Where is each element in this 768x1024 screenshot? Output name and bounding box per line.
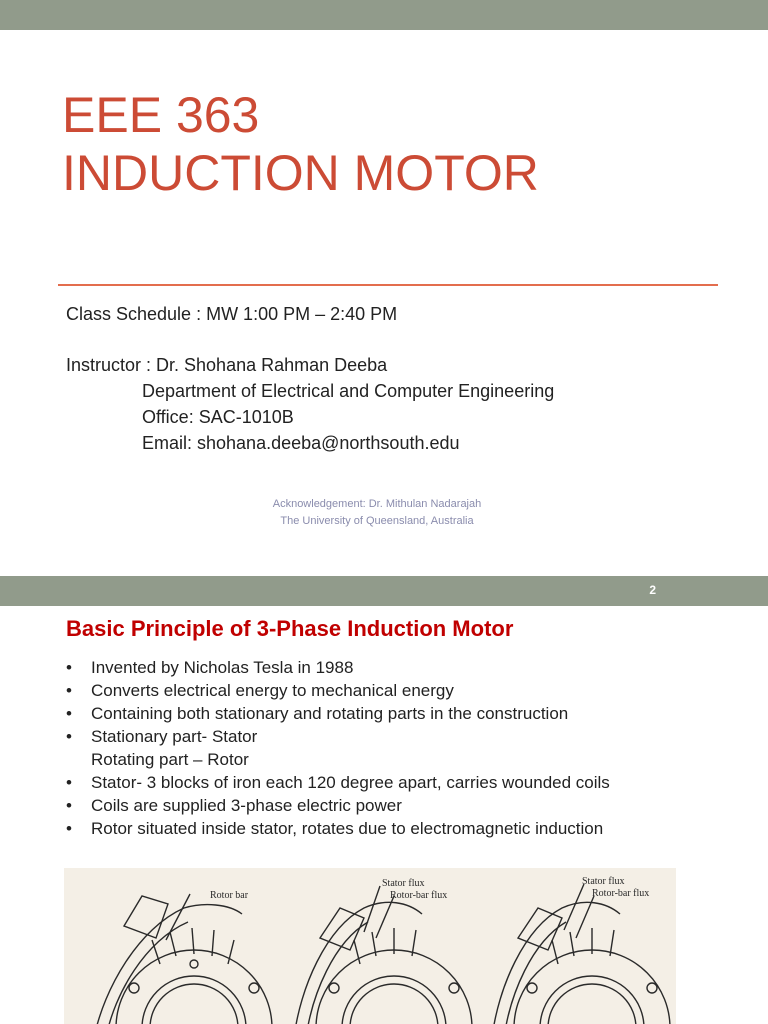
course-code: EEE 363 xyxy=(62,87,260,143)
bullet-text: Stator- 3 blocks of iron each 120 degree apart, carries wounded coils xyxy=(91,773,610,792)
motor-drawing-2 xyxy=(294,886,472,1024)
bullet-icon: • xyxy=(66,681,72,700)
class-schedule: Class Schedule : MW 1:00 PM – 2:40 PM xyxy=(66,304,398,324)
bullet-icon: • xyxy=(66,819,72,838)
bullet-text: Rotor situated inside stator, rotates due to electromagnetic induction xyxy=(91,819,604,838)
bullet-text: Stationary part- Stator xyxy=(91,727,258,746)
slide-title xyxy=(62,86,539,202)
slide-header-bar xyxy=(0,576,768,606)
course-title: INDUCTION MOTOR xyxy=(62,145,539,201)
bullet-text: Containing both stationary and rotating parts in the construction xyxy=(91,704,569,723)
motor-drawing-3 xyxy=(492,884,670,1024)
bullet-icon: • xyxy=(66,704,72,723)
bullet-text: Rotating part – Rotor xyxy=(91,750,249,769)
motor-diagram xyxy=(64,868,676,1024)
list-item xyxy=(66,704,610,727)
instructor-office: Office: SAC-1010B xyxy=(142,407,294,427)
acknowledgement-affiliation: The University of Queensland, Australia xyxy=(280,515,474,527)
label-rotor-bar-flux-2: Rotor-bar flux xyxy=(592,888,650,899)
bullet-text: Coils are supplied 3-phase electric power xyxy=(91,796,402,815)
bullet-icon: • xyxy=(66,773,72,792)
list-item xyxy=(66,681,610,704)
content-slide xyxy=(0,576,768,1024)
label-rotor-bar: Rotor bar xyxy=(210,890,249,901)
instructor-department: Department of Electrical and Computer Engineering xyxy=(142,381,555,401)
bullet-text: Invented by Nicholas Tesla in 1988 xyxy=(91,658,354,677)
slide-top-bar xyxy=(0,0,768,30)
label-stator-flux-2: Stator flux xyxy=(582,876,625,887)
bullet-icon: • xyxy=(66,658,72,677)
acknowledgement-line: Acknowledgement: Dr. Mithulan Nadarajah xyxy=(272,498,482,510)
motor-drawing-1 xyxy=(94,894,272,1024)
list-item xyxy=(66,727,610,750)
list-item xyxy=(66,819,610,842)
bullet-icon: • xyxy=(66,796,72,815)
page-number: 2 xyxy=(649,583,656,597)
bullet-text: Converts electrical energy to mechanical energy xyxy=(91,681,454,700)
label-stator-flux-1: Stator flux xyxy=(382,878,425,889)
instructor-email: Email: shohana.deeba@northsouth.edu xyxy=(142,433,460,453)
bullet-list xyxy=(66,658,610,842)
title-divider xyxy=(58,284,718,286)
list-item-continuation xyxy=(66,750,610,773)
bullet-icon: • xyxy=(66,727,72,746)
slide-heading: Basic Principle of 3-Phase Induction Motor xyxy=(66,616,514,641)
list-item xyxy=(66,658,610,681)
instructor-name: Instructor : Dr. Shohana Rahman Deeba xyxy=(66,355,388,375)
list-item xyxy=(66,773,610,796)
list-item xyxy=(66,796,610,819)
label-rotor-bar-flux-1: Rotor-bar flux xyxy=(390,890,448,901)
motor-diagram-drawing xyxy=(64,868,676,1024)
